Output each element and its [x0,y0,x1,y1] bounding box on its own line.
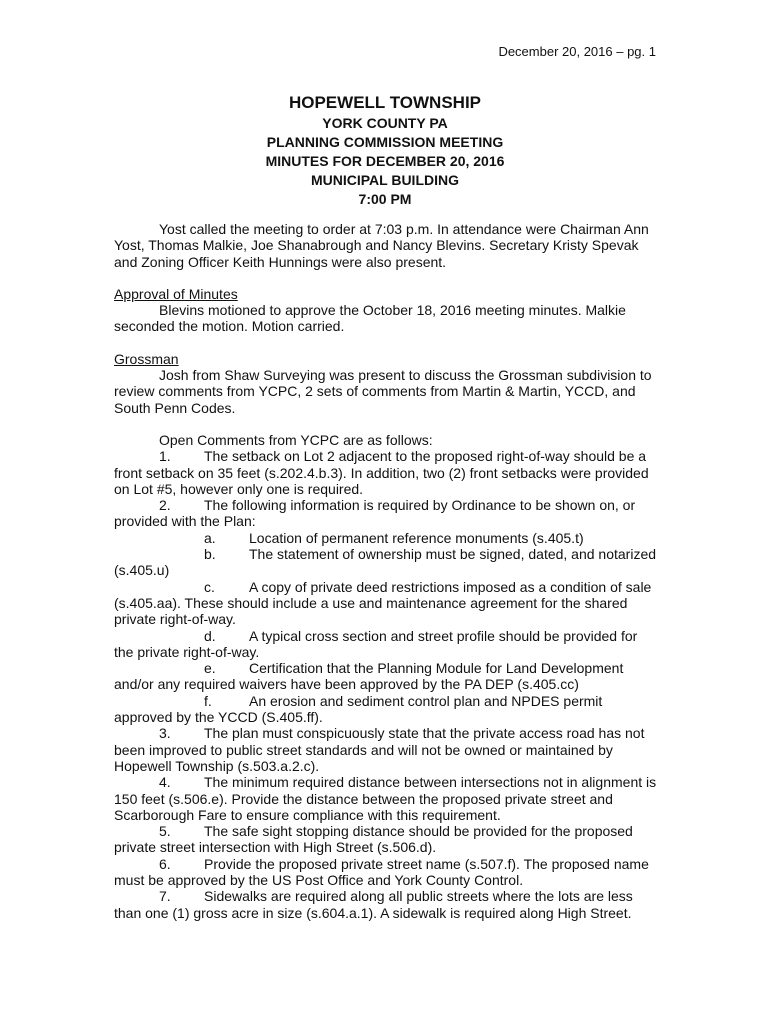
item-text: provided with the Plan: [114,513,256,530]
comment-item-1 [114,448,659,497]
sub-item-text: and/or any required waivers have been approved by the PA DEP (s.405.cc) [114,676,579,693]
sub-item-label: c. [204,578,215,595]
item-text: Sidewalks are required along all public streets where the lots are less [204,888,633,905]
meeting-line: PLANNING COMMISSION MEETING [266,134,504,150]
grossman-section [114,351,659,921]
sub-item-label: f. [204,692,212,709]
intro-line: and Zoning Officer Keith Hunnings were also present. [114,253,447,270]
item-text: The setback on Lot 2 adjacent to the proposed right-of-way should be a [204,448,647,465]
item-number: 4. [159,774,171,791]
sub-item-a [114,530,659,546]
sub-item-text: Location of permanent reference monuments (s.405.t) [249,529,584,546]
sub-item-c [114,579,659,595]
sub-item-text: the private right-of-way. [114,643,260,660]
sub-item-text: private right-of-way. [114,611,236,628]
item-number: 1. [159,448,171,465]
sub-item-f [114,693,659,709]
approval-heading: Approval of Minutes [114,285,238,302]
sub-item-text: The statement of ownership must be signed, dated, and notarized [249,546,657,563]
page-header-date: December 20, 2016 – pg. 1 [498,44,656,59]
sub-item-text: (s.405.aa). These should include a use and maintenance agreement for the shared [114,594,628,611]
intro-line: Yost, Thomas Malkie, Joe Shanabrough and Nancy Blevins. Secretary Kristy Spevak [114,237,639,254]
sub-item-label: b. [204,546,216,563]
sub-item-text: (s.405.u) [114,562,170,579]
title-block [0,92,770,209]
grossman-line: review comments from YCPC, 2 sets of comments from Martin & Martin, YCCD, and [114,383,636,400]
item-number: 7. [159,888,171,905]
item-text: private street intersection with High Street (s.506.d). [114,839,437,856]
comment-item-6 [114,856,659,889]
item-text: must be approved by the US Post Office and York County Control. [114,871,524,888]
item-number: 3. [159,725,171,742]
open-comments-intro: Open Comments from YCPC are as follows: [159,431,433,448]
item-number: 2. [159,497,171,514]
county-line: YORK COUNTY PA [322,115,448,131]
sub-item-text: A typical cross section and street profile should be provided for [249,627,638,644]
time-line: 7:00 PM [358,191,412,207]
comment-item-2 [114,497,659,725]
item-text: Scarborough Fare to ensure compliance with this requirement. [114,806,501,823]
item-text: front setback on 35 feet (s.202.4.b.3). In addition, two (2) front setbacks were provided [114,464,649,481]
item-text: than one (1) gross acre in size (s.604.a.1). A sidewalk is required along High Street. [114,904,632,921]
sub-item-label: d. [204,627,216,644]
approval-line: seconded the motion. Motion carried. [114,318,345,335]
grossman-heading: Grossman [114,350,179,367]
approval-section [114,286,659,335]
intro-paragraph [114,221,659,270]
sub-item-text: approved by the YCCD (S.405.ff). [114,709,323,726]
sub-item-text: Certification that the Planning Module for Land Development [249,660,624,677]
item-text: The safe sight stopping distance should be provided for the proposed [204,823,633,840]
location-line: MUNICIPAL BUILDING [310,172,460,188]
comment-item-4 [114,774,659,823]
item-text: 150 feet (s.506.e). Provide the distance between the proposed private street and [114,790,613,807]
sub-item-b [114,546,659,562]
comment-item-3 [114,725,659,774]
sub-item-d [114,628,659,644]
sub-item-text: A copy of private deed restrictions imposed as a condition of sale [249,578,652,595]
item-text: The plan must conspicuously state that the private access road has not [204,725,645,742]
item-number: 6. [159,855,171,872]
item-text: Provide the proposed private street name (s.507.f). The proposed name [204,855,649,872]
item-text: Hopewell Township (s.503.a.2.c). [114,757,320,774]
intro-line: Yost called the meeting to order at 7:03 p.m. In attendance were Chairman Ann [159,221,649,237]
comment-item-5 [114,823,659,856]
grossman-line: Josh from Shaw Surveying was present to discuss the Grossman subdivision to [159,367,652,384]
township-title: HOPEWELL TOWNSHIP [288,93,482,112]
grossman-line: South Penn Codes. [114,399,236,416]
comment-item-7 [114,888,659,921]
sub-item-label: a. [204,529,216,546]
sub-item-text: An erosion and sediment control plan and NPDES permit [249,692,603,709]
item-text: The minimum required distance between intersections not in alignment is [204,774,657,791]
item-number: 5. [159,823,171,840]
minutes-body [114,221,659,921]
approval-line: Blevins motioned to approve the October 18, 2016 meeting minutes. Malkie [159,302,626,319]
sub-item-e [114,660,659,676]
sub-item-label: e. [204,660,216,677]
item-text: The following information is required by Ordinance to be shown on, or [204,497,636,514]
item-text: been improved to public street standards and will not be owned or maintained by [114,741,613,758]
minutes-date-line: MINUTES FOR DECEMBER 20, 2016 [265,153,505,169]
item-text: on Lot #5, however only one is required. [114,480,364,497]
